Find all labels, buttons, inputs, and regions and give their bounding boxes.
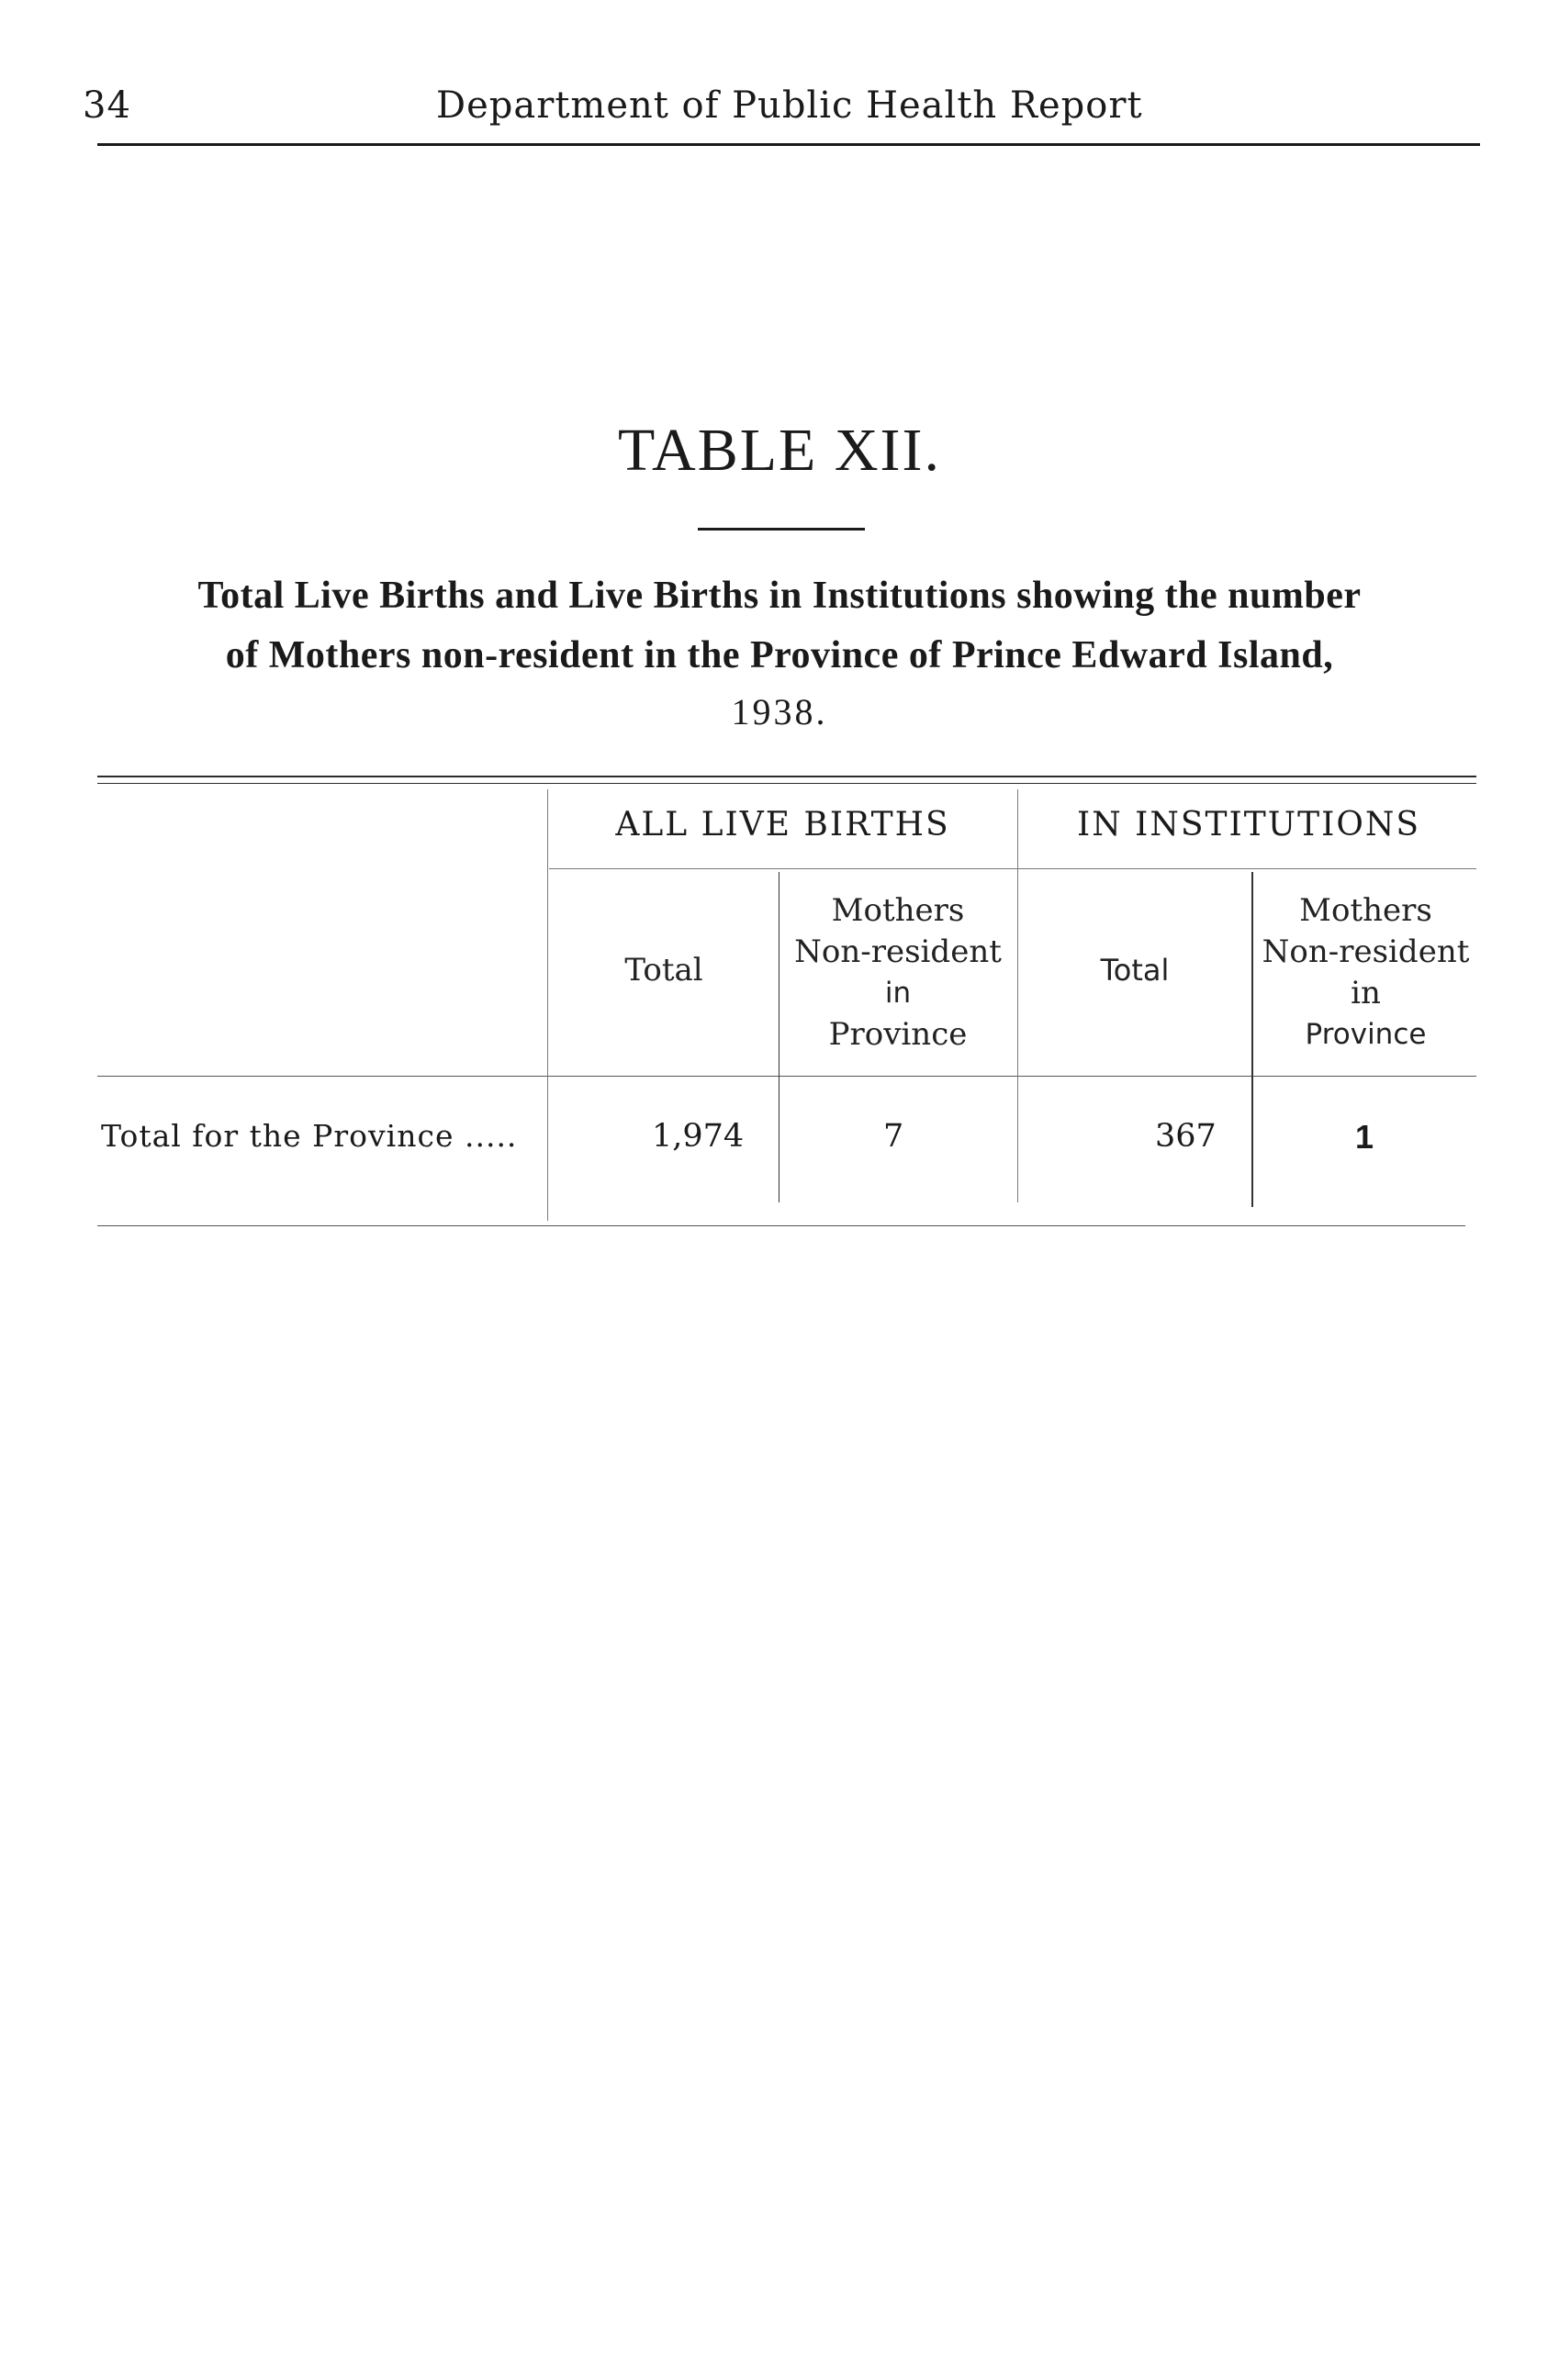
subhead-all-mothers	[780, 890, 1015, 1056]
table-top-rule	[97, 776, 1476, 777]
table-bottom-rule	[97, 1225, 1465, 1226]
group-in-institutions: IN INSTITUTIONS	[1076, 806, 1421, 844]
subhead-inst-mothers-line-1: Mothers	[1299, 892, 1432, 929]
subhead-inst-mothers	[1253, 890, 1478, 1056]
subhead-all-mothers-line-3: in	[884, 977, 912, 1010]
subhead-all-total: Total	[624, 952, 703, 989]
value-inst-total: 367	[1155, 1118, 1217, 1155]
col-divider-groups	[1017, 789, 1018, 1202]
col-divider-all-total	[779, 872, 780, 1202]
subhead-inst-mothers-line-2: Non-resident	[1262, 933, 1470, 970]
col-divider-stub	[547, 789, 548, 1221]
page-number: 34	[83, 84, 131, 127]
value-all-mothers: 7	[883, 1118, 904, 1155]
subhead-all-mothers-line-2: Non-resident	[794, 933, 1002, 970]
caption-line-1: Total Live Births and Live Births in Institutions showing the number	[197, 575, 1362, 617]
table-top-rule-2	[97, 783, 1476, 784]
group-all-live-births: ALL LIVE BIRTHS	[615, 806, 950, 844]
running-title: Department of Public Health Report	[436, 84, 1143, 127]
title-rule	[698, 528, 865, 531]
caption-year: 1938.	[731, 691, 828, 732]
value-all-total: 1,974	[652, 1118, 745, 1155]
subhead-inst-total: Total	[1100, 953, 1170, 988]
group-header-rule	[549, 868, 1476, 869]
caption-line-2: of Mothers non-resident in the Province of Prince Edward Island,	[225, 634, 1334, 676]
subhead-all-mothers-line-4: Province	[828, 1016, 968, 1053]
value-inst-mothers: 1	[1355, 1118, 1374, 1156]
row-label: Total for the Province .....	[101, 1118, 518, 1154]
header-rule	[97, 143, 1480, 146]
table-title: TABLE XII.	[618, 417, 941, 484]
subhead-rule	[97, 1076, 1476, 1077]
subhead-inst-mothers-line-3: in	[1351, 975, 1381, 1011]
subhead-all-mothers-line-1: Mothers	[831, 892, 965, 929]
subhead-inst-mothers-line-4: Province	[1305, 1018, 1427, 1051]
